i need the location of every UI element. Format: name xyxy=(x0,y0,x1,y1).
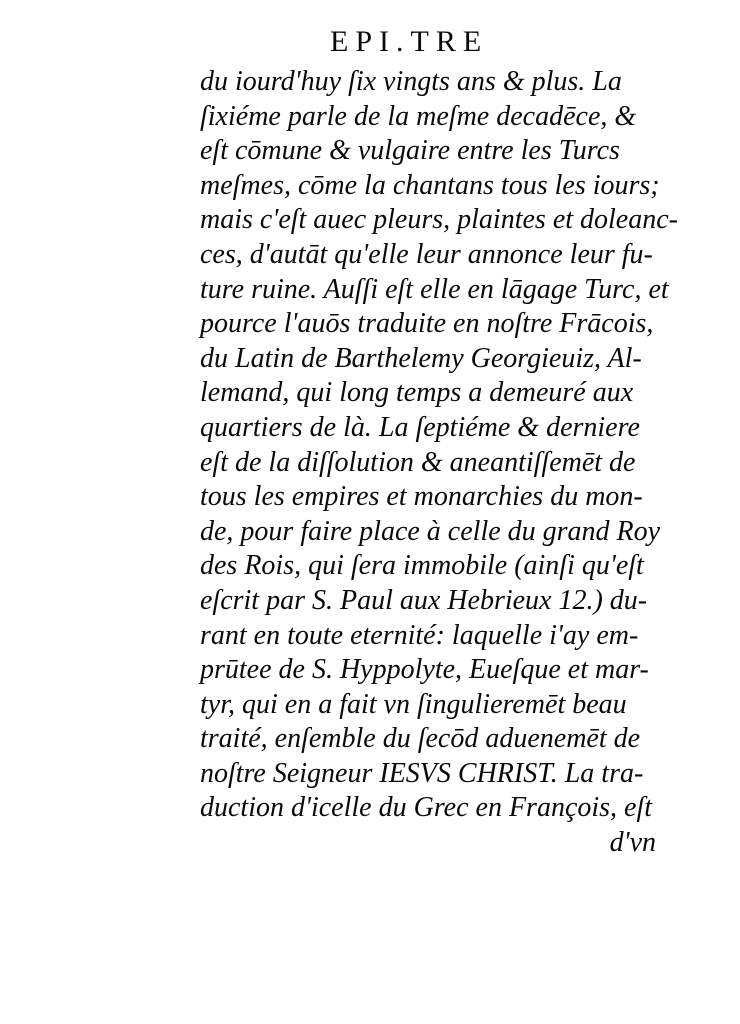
text-line: noſtre Seigneur IESVS CHRIST. La tra- xyxy=(200,757,644,789)
text-line: des Rois, qui ſera immobile (ainſi qu'eſt xyxy=(200,550,644,582)
text-line: mais c'eſt auec pleurs, plaintes et doleanc- xyxy=(200,204,678,236)
running-head: EPI.TRE xyxy=(330,25,489,58)
text-line: eſt cōmune & vulgaire entre les Turcs xyxy=(200,135,620,167)
text-line: tous les empires et monarchies du mon- xyxy=(200,481,643,513)
text-line: ture ruine. Auſſi eſt elle en lāgage Turc, et xyxy=(200,273,669,305)
text-line: meſmes, cōme la chantans tous les iours; xyxy=(200,169,660,201)
body-text xyxy=(200,65,678,861)
text-line: de, pour faire place à celle du grand Roy xyxy=(200,515,661,547)
text-line: duction d'icelle du Grec en François, eſt xyxy=(200,792,653,824)
text-line: eſt de la diſſolution & aneantiſſemēt de xyxy=(200,446,636,478)
text-line: pource l'auōs traduite en noſtre Frācois, xyxy=(200,308,654,340)
text-line: ces, d'autāt qu'elle leur annonce leur fu- xyxy=(200,238,653,270)
text-line: du iourd'huy ſix vingts ans & plus. La xyxy=(200,66,622,97)
text-line: lemand, qui long temps a demeuré aux xyxy=(200,377,634,409)
text-line: traité, enſemble du ſecōd aduenemēt de xyxy=(200,723,641,755)
text-line: prūtee de S. Hyppolyte, Eueſque et mar- xyxy=(200,654,649,686)
text-line: eſcrit par S. Paul aux Hebrieux 12.) du- xyxy=(200,584,648,616)
text-line: ſixiéme parle de la meſme decadēce, & xyxy=(200,100,637,132)
text-line: tyr, qui en a fait vn ſingulieremēt beau xyxy=(200,688,627,720)
text-line: rant en toute eternité: laquelle i'ay em- xyxy=(200,619,639,651)
text-line: du Latin de Barthelemy Georgieuiz, Al- xyxy=(200,342,642,374)
text-line: quartiers de là. La ſeptiéme & derniere xyxy=(200,411,640,443)
catchword: d'vn xyxy=(609,827,656,859)
